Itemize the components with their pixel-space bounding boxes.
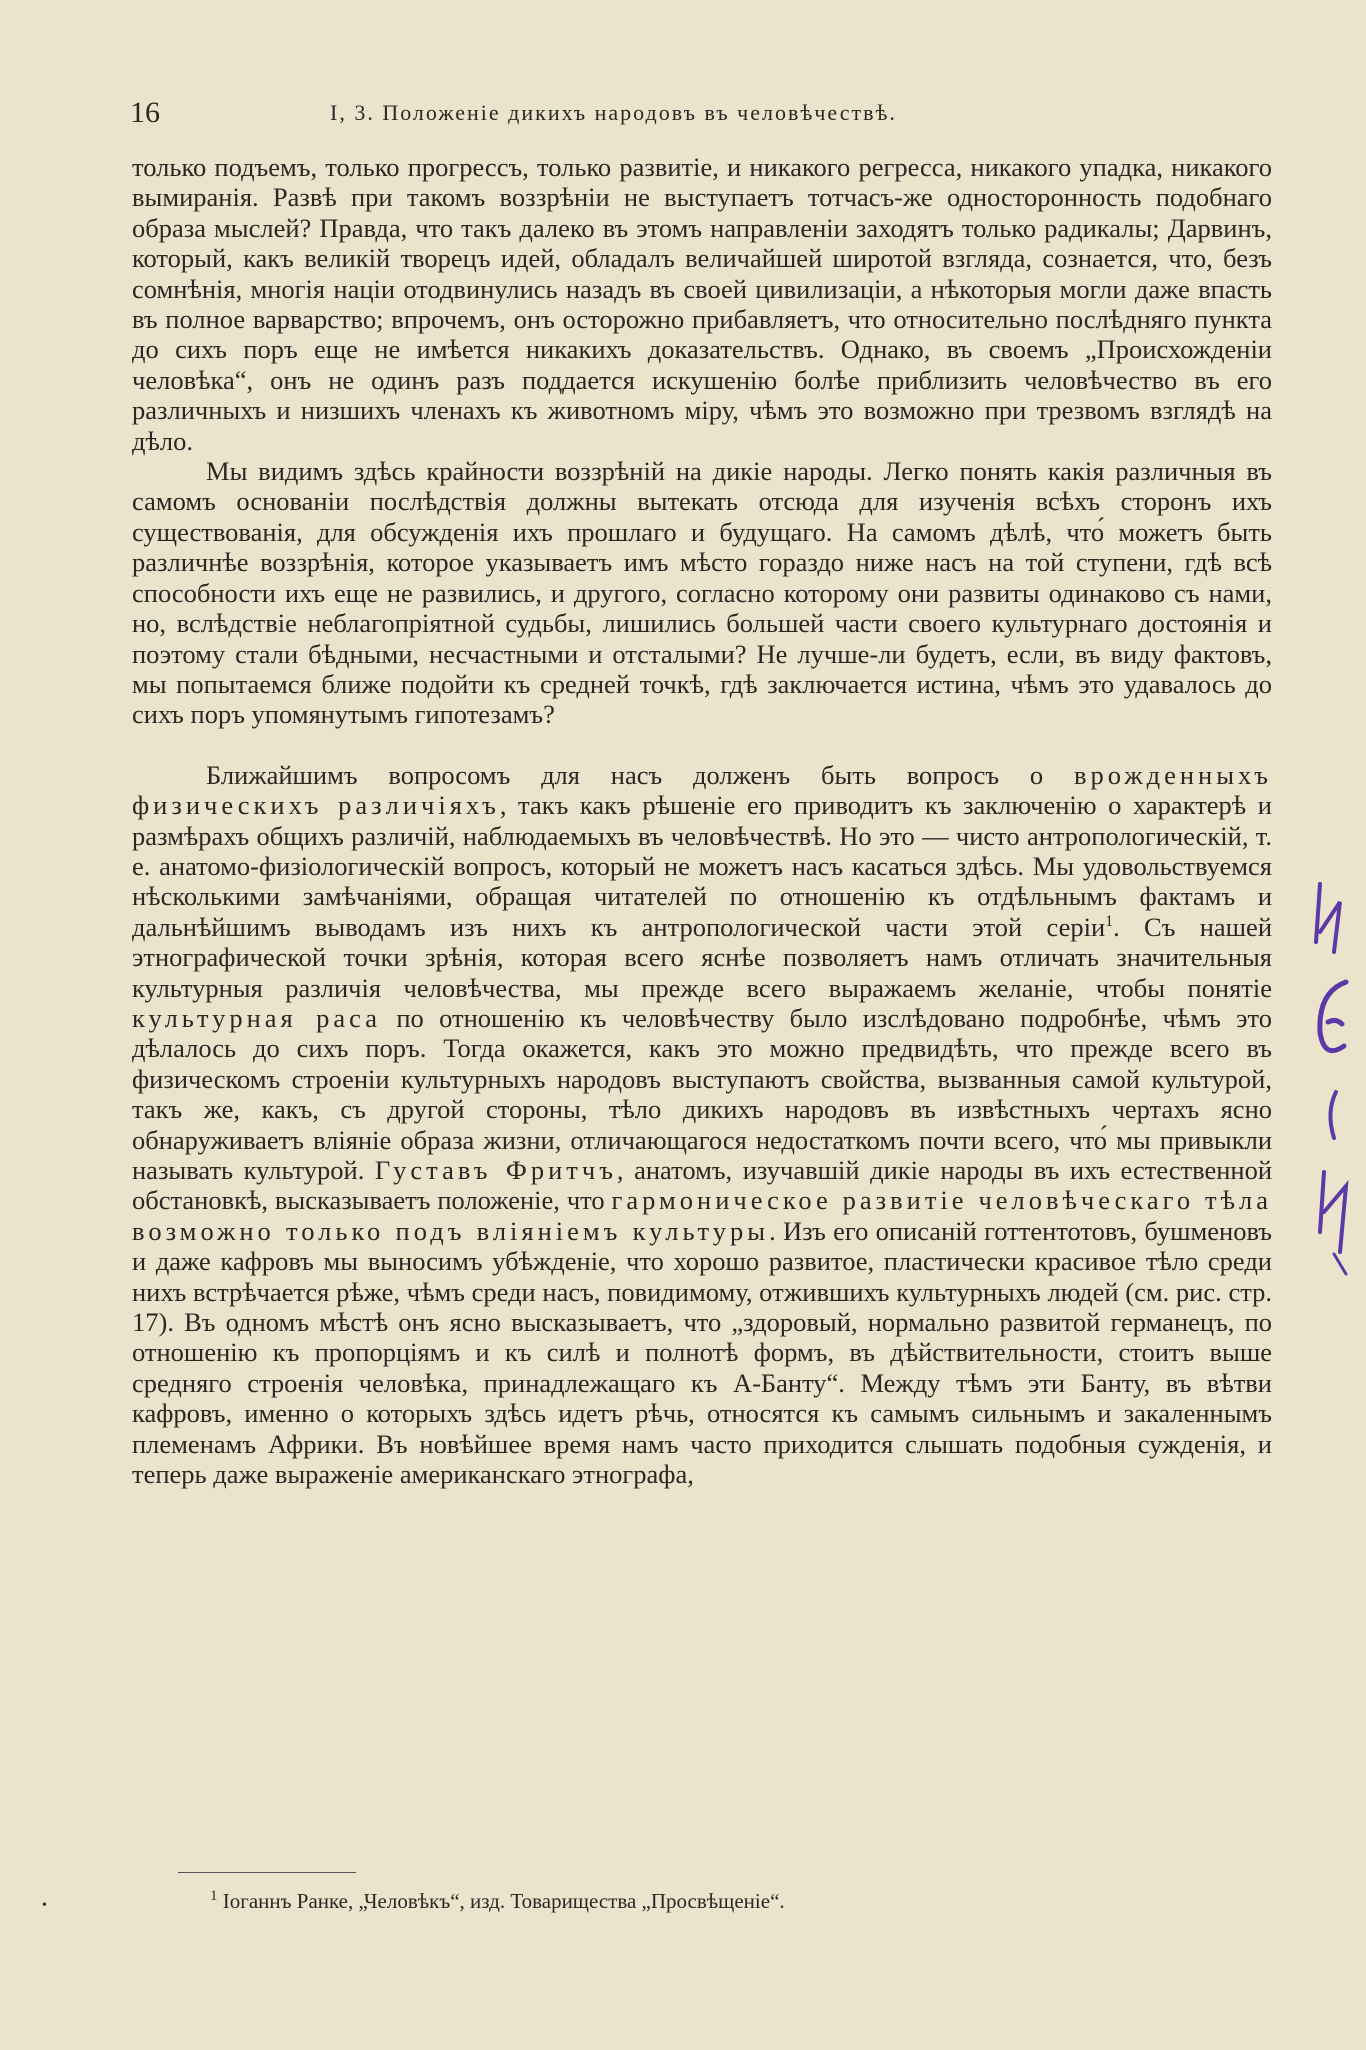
p3-text-5: , анатомъ, изучавшiй дикiе народы въ ихъ естественной обстановкѣ, высказываетъ положенiе, что [132, 1155, 1272, 1216]
p3-text-2: , такъ какъ рѣшенiе его приводитъ къ заключенiю о характерѣ и размѣрахъ общихъ различiй, наблюдаемыхъ въ человѣчествѣ. Но это — чисто антропологическiй, т. е. анатомо-физiологическiй вопросъ, который не можетъ насъ касаться здѣсь. Мы удовольствуемся нѣсколькими замѣчанiями, обращая читателей по отношенiю къ отдѣльнымъ фактамъ и дальнѣйшимъ выводамъ изъ нихъ къ антропологической части этой серiи [132, 790, 1272, 942]
margin-dot-icon: • [42, 1898, 47, 1913]
p3-spaced-1: врожденныхъ физическихъ различiяхъ [132, 759, 1272, 821]
paragraph-1: только подъемъ, только прогрессъ, только развитiе, и никакого регресса, никакого упадка, никакого вымиранiя. Развѣ при такомъ воззрѣнiи не выступаетъ тотчасъ-же односторонность подобнаго образа мыслей? Правда, что такъ далеко въ этомъ направленiи заходятъ только радикалы; Дарвинъ, который, какъ великiй творецъ идей, обладалъ величайшей широтой взгляда, сознается, что, безъ сомнѣнiя, многiя нацiи отодвинулись назадъ въ своей цивилизацiи, а нѣкоторыя могли даже впасть въ полное варварство; впрочемъ, онъ осторожно прибавляетъ, что относительно послѣдняго пункта до сихъ поръ еще не имѣется никакихъ доказательствъ. Однако, въ своемъ „Происхожденiи человѣка“, онъ не одинъ разъ поддается искушенiю болѣе приблизить человѣчество въ его различныхъ и низшихъ членахъ къ животномъ мiру, чѣмъ это возможно при трезвомъ взглядѣ на дѣло. [132, 152, 1272, 456]
p3-text-3: . Съ нашей этнографической точки зрѣнiя, которая всего яснѣе позволяетъ намъ отличать значительныя культурныя различiя человѣчества, мы прежде всего выражаемъ желанiе, чтобы понятiе [132, 911, 1272, 1003]
footnote-reference[interactable]: 1 [1105, 912, 1114, 930]
page-header [130, 92, 1270, 132]
footnote-text: Iоганнъ Ранке, „Человѣкъ“, изд. Товарищества „Просвѣщенiе“. [222, 1889, 785, 1913]
paragraph-2: Мы видимъ здѣсь крайности воззрѣнiй на дикiе народы. Легко понять какiя различныя въ самомъ основанiи послѣдствiя должны вытекать отсюда для изученiя всѣхъ сторонъ ихъ существованiя, для обсужденiя ихъ прошлаго и будущаго. На самомъ дѣлѣ, что́ можетъ быть различнѣе воззрѣнiя, которое указываетъ имъ мѣсто гораздо ниже насъ на той ступени, гдѣ всѣ способности ихъ еще не развились, и другого, согласно которому они развиты одинаково съ нами, но, вслѣдствiе неблагопрiятной судьбы, лишились большей части своего культурнаго достоянiя и поэтому стали бѣдными, несчастными и отсталыми? Не лучше-ли будетъ, если, въ виду фактовъ, мы попытаемся ближе подойти къ средней точкѣ, гдѣ заключается истина, чѣмъ это удавалось до сихъ поръ упомянутымъ гипотезамъ? [132, 456, 1272, 730]
p3-spaced-2: культурная раса [132, 1002, 381, 1033]
running-head: I, 3. Положенiе дикихъ народовъ въ человѣчествѣ. [330, 100, 897, 125]
paragraph-3 [132, 760, 1272, 1490]
p3-spaced-4: гармоническое развитiе человѣческаго тѣла возможно только подъ влiянiемъ культуры [132, 1185, 1272, 1246]
body-text [132, 152, 1272, 1489]
p3-text-6: . Изъ его описанiй готтентотовъ, бушменовъ и даже кафровъ мы выносимъ убѣжденiе, что хорошо развитое, пластически красивое тѣло среди нихъ встрѣчается рѣже, чѣмъ среди насъ, повидимому, отжившихъ культурныхъ людей (см. рис. стр. 17). Въ одномъ мѣстѣ онъ ясно высказываетъ, что „здоровый, нормально развитой германецъ, по отношенiю къ пропорцiямъ и къ силѣ и полнотѣ формъ, въ дѣйствительности, стоитъ выше средняго строенiя человѣка, принадлежащаго къ А-Банту“. Между тѣмъ эти Банту, въ вѣтви кафровъ, именно о которыхъ здѣсь идетъ рѣчь, относятся къ самымъ сильнымъ и закаленнымъ племенамъ Африки. Въ новѣйшее время намъ часто приходится слышать подобныя сужденiя, и теперь даже выраженiе американскаго этнографа, [132, 1215, 1273, 1490]
footnote-divider [178, 1872, 356, 1873]
p3-text-1: Ближайшимъ вопросомъ для насъ долженъ быть вопросъ о [206, 759, 1074, 790]
page-number: 16 [130, 96, 160, 129]
footnote [210, 1888, 785, 1914]
p3-text-4: по отношенiю къ человѣчеству было изслѣдовано подробнѣе, чѣмъ это дѣлалось до сихъ поръ. Тогда окажется, какъ это можно предвидѣть, что прежде всего въ физическомъ строенiи культурныхъ народовъ выступаютъ свойства, вызванныя самой культурой, такъ же, какъ, съ другой стороны, тѣло дикихъ народовъ въ извѣстныхъ чертахъ ясно обнаруживаетъ влiянiе образа жизни, отличающагося недостаткомъ почти всего, что́ мы привыкли называть культурой. [132, 1002, 1273, 1185]
p3-spaced-3: Густавъ Фритчъ [374, 1155, 617, 1185]
handwritten-annotation-icon [1306, 882, 1360, 1282]
footnote-number: 1 [210, 1888, 218, 1904]
